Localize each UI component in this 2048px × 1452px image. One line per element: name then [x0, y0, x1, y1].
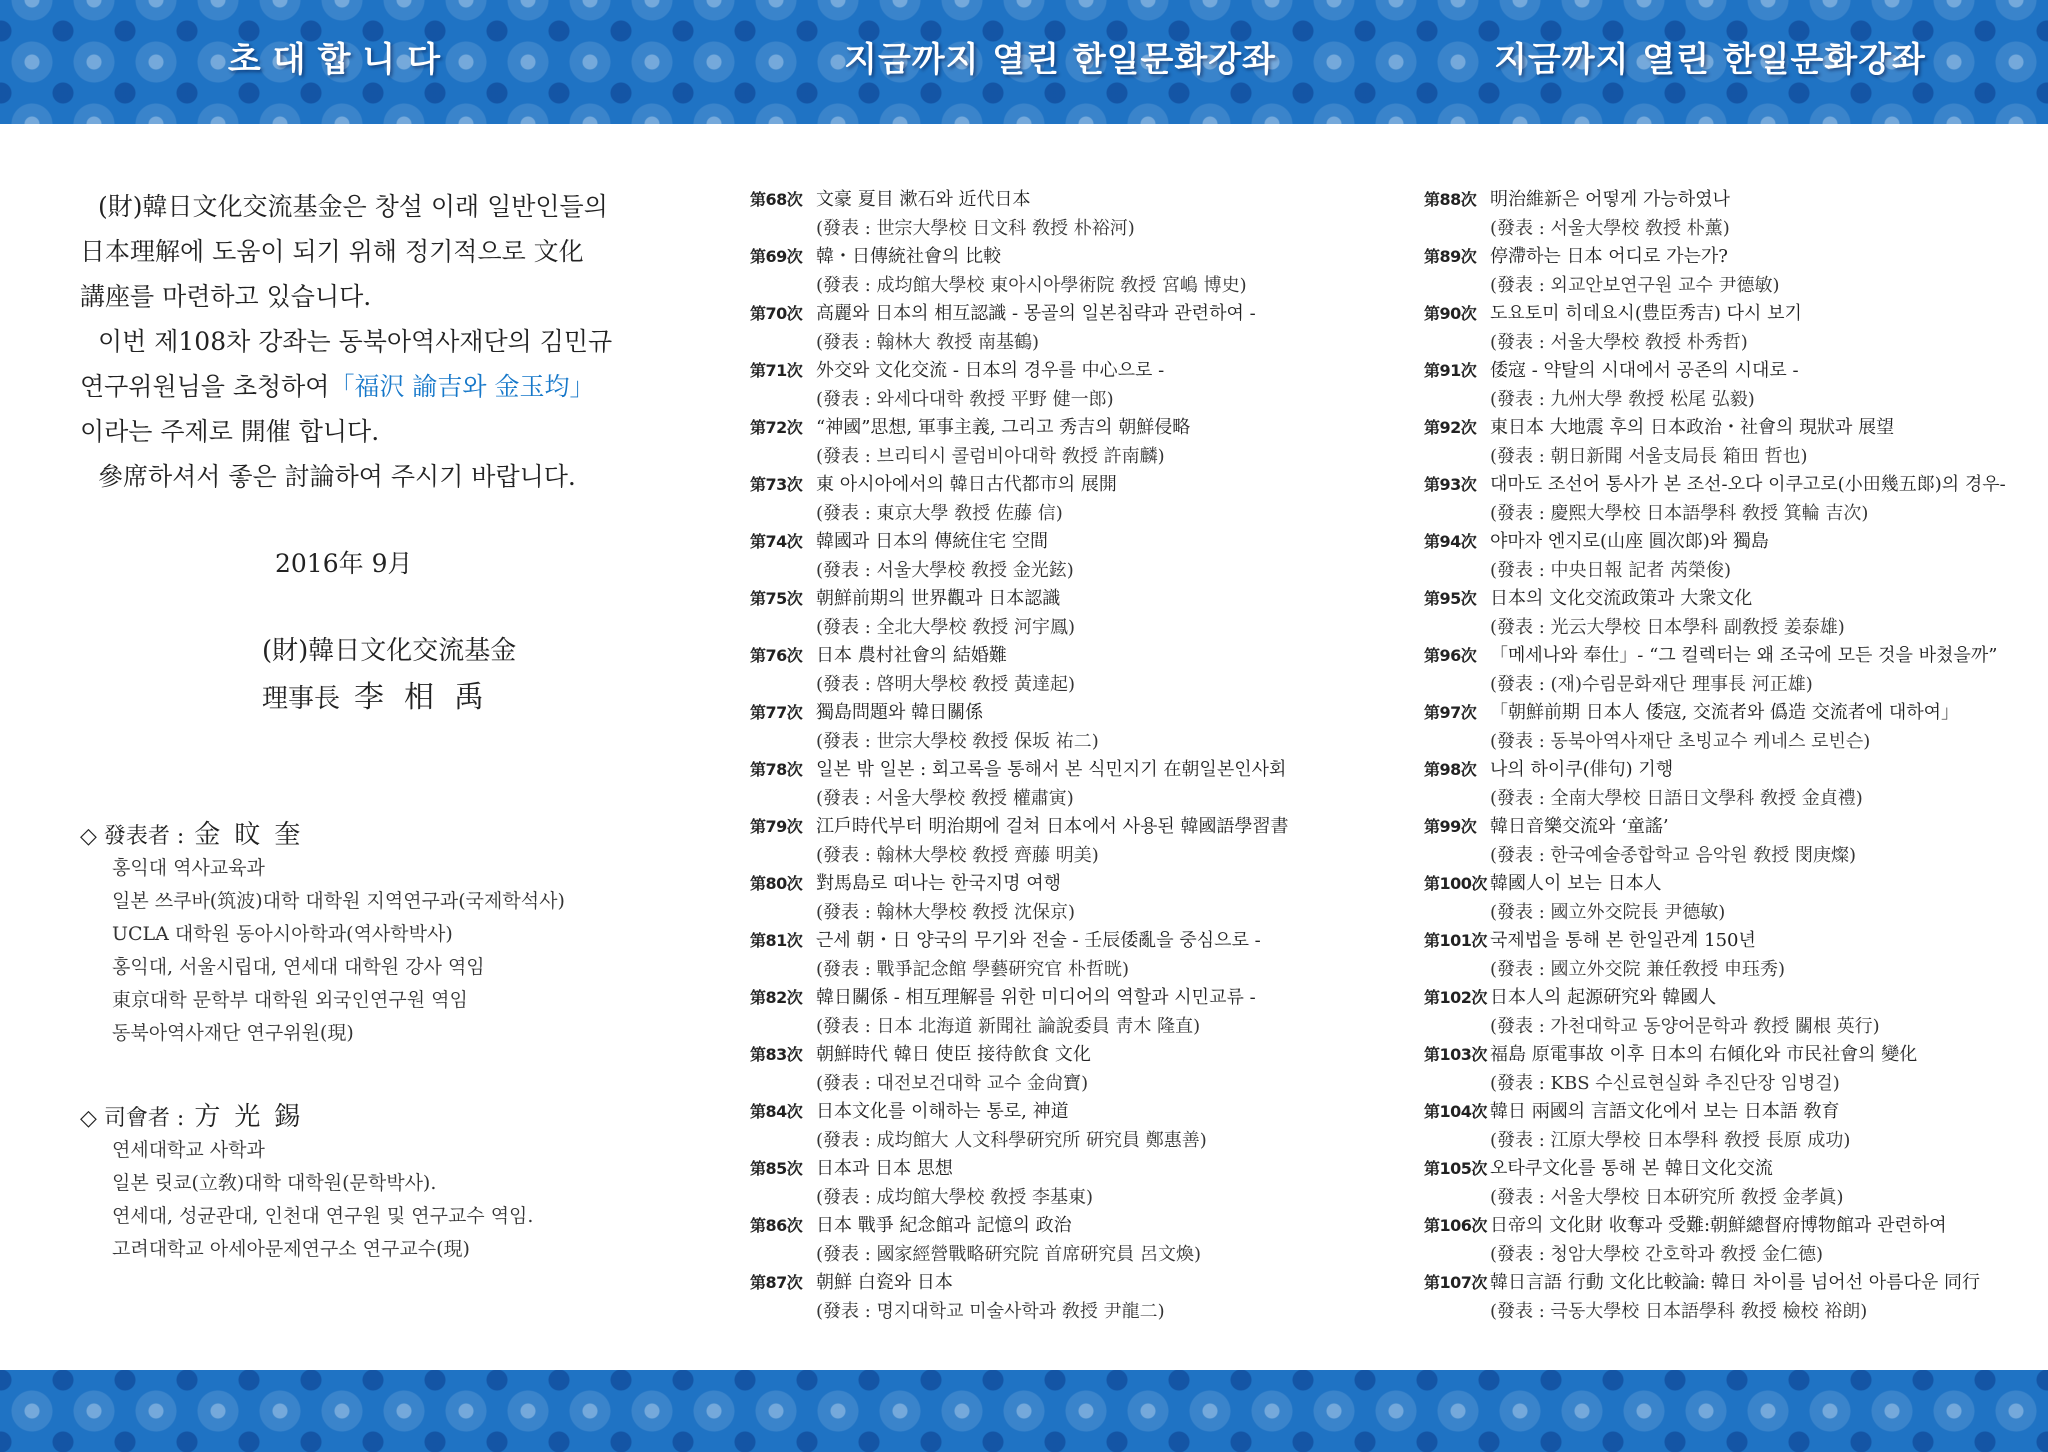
lecture-row [1424, 813, 2024, 842]
bio-line: 東京대학 문학부 대학원 외국인연구원 역임 [112, 989, 468, 1011]
lecture-number: 第98次 [1424, 760, 1477, 779]
lecture-title: 東日本 大地震 후의 日本政治・社會의 現狀과 展望 [1490, 417, 1895, 438]
invite-title: 초대합니다 [227, 40, 453, 80]
lecture-title: 日本 農村社會의 結婚難 [816, 645, 1007, 666]
lecture-presenter: (發表 : 國立外交院 兼任敎授 申珏秀) [1490, 958, 1785, 980]
lecture-number: 第83次 [750, 1045, 803, 1064]
presenter-bio [112, 852, 565, 1050]
lecture-list-title-2: 지금까지 열린 한일문화강좌 [1494, 40, 1926, 80]
lecture-entry [750, 243, 1360, 300]
bio-line: 동북아역사재단 연구위원(現) [112, 1022, 354, 1044]
lecture-presenter: (發表 : 서울大學校 敎授 權肅寅) [816, 787, 1074, 809]
bio-line: 일본 릿쿄(立敎)대학 대학원(문학박사). [112, 1172, 437, 1194]
lecture-entry [750, 1041, 1360, 1098]
lecture-title: 韓日音樂交流와 ‘童謠’ [1490, 816, 1669, 837]
lecture-presenter: (發表 : 全南大學校 日語日文學科 敎授 金貞禮) [1490, 787, 1863, 809]
moderator-name: 方光錫 [194, 1102, 315, 1132]
lecture-row [1424, 471, 2024, 500]
lecture-number: 第99次 [1424, 817, 1477, 836]
lecture-entry [750, 699, 1360, 756]
lecture-presenter: (發表 : 國立外交院長 尹德敏) [1490, 901, 1726, 923]
lecture-presenter: (發表 : 극동大學校 日本語學科 敎授 檢校 裕朗) [1490, 1300, 1868, 1322]
lecture-presenter: (發表 : 成均館大 人文科學硏究所 硏究員 鄭惠善) [816, 1129, 1207, 1151]
lecture-title: 朝鮮前期의 世界觀과 日本認識 [816, 588, 1061, 609]
lecture-presenter: (發表 : 서울大學校 敎授 朴薰) [1490, 217, 1730, 239]
lecture-entry [1424, 1155, 2024, 1212]
presenter-label: ◇ 發表者 : [80, 824, 185, 849]
chairman-name: 李相禹 [354, 680, 505, 715]
lecture-number: 第94次 [1424, 532, 1477, 551]
moderator-bio [112, 1134, 533, 1266]
lecture-entry [1424, 186, 2024, 243]
lecture-row [1424, 927, 2024, 956]
lecture-number: 第91次 [1424, 361, 1477, 380]
lecture-row [750, 642, 1360, 671]
lecture-row [1424, 699, 2024, 728]
lecture-number: 第92次 [1424, 418, 1477, 437]
lecture-row [1424, 1041, 2024, 1070]
lecture-number: 第97次 [1424, 703, 1477, 722]
bio-line: 일본 쓰쿠바(筑波)대학 대학원 지역연구과(국제학석사) [112, 890, 565, 912]
lecture-list-right [1424, 186, 2024, 1326]
lecture-row [750, 585, 1360, 614]
lecture-title: 도요토미 히데요시(豊臣秀吉) 다시 보기 [1490, 303, 1802, 324]
lecture-entry [1424, 414, 2024, 471]
lecture-number: 第81次 [750, 931, 803, 950]
lecture-title: 明治維新은 어떻게 가능하였나 [1490, 189, 1730, 210]
lecture-number: 第102次 [1424, 988, 1487, 1007]
lecture-number: 第90次 [1424, 304, 1477, 323]
lecture-row [1424, 585, 2024, 614]
presenter-name: 金旼奎 [194, 820, 315, 850]
lecture-title: 오타쿠文化를 통해 본 韓日文化交流 [1490, 1158, 1773, 1179]
intro-line: 이라는 주제로 開催 합니다. [80, 417, 380, 446]
lecture-presenter: (發表 : 翰林大學校 敎授 沈保京) [816, 901, 1075, 923]
lecture-presenter: (發表 : 서울大學校 敎授 朴秀哲) [1490, 331, 1748, 353]
lecture-entry [750, 870, 1360, 927]
intro-line [80, 364, 640, 409]
lecture-number: 第82次 [750, 988, 803, 1007]
lecture-title: 日帝의 文化財 收奪과 受難:朝鮮總督府博物館과 관련하여 [1490, 1215, 1947, 1236]
lecture-number: 第85次 [750, 1159, 803, 1178]
footer-band [0, 1370, 2048, 1452]
lecture-row [750, 1269, 1360, 1298]
lecture-row [1424, 756, 2024, 785]
lecture-entry [1424, 927, 2024, 984]
lecture-row [1424, 1212, 2024, 1241]
intro-line: 日本理解에 도움이 되기 위해 정기적으로 文化 [80, 237, 584, 266]
lecture-row [750, 300, 1360, 329]
lecture-presenter: (發表 : 慶熙大學校 日本語學科 敎授 箕輪 吉次) [1490, 502, 1869, 524]
chairman-line [262, 672, 504, 716]
lecture-title: “神國”思想, 軍事主義, 그리고 秀吉의 朝鮮侵略 [816, 417, 1191, 438]
lecture-title: 高麗와 日本의 相互認識 - 몽골의 일본침략과 관련하여 - [816, 303, 1256, 324]
lecture-title: 「메세나와 奉仕」- “그 컬렉터는 왜 조국에 모든 것을 바쳤을까” [1490, 645, 1998, 666]
lecture-number: 第69次 [750, 247, 803, 266]
lecture-title: 韓日 兩國의 言語文化에서 보는 日本語 敎育 [1490, 1101, 1840, 1122]
lecture-entry [750, 585, 1360, 642]
lecture-row [750, 414, 1360, 443]
lecture-number: 第87次 [750, 1273, 803, 1292]
lecture-number: 第71次 [750, 361, 803, 380]
lecture-row [750, 1155, 1360, 1184]
lecture-row [750, 471, 1360, 500]
lecture-title: 獨島問題와 韓日關係 [816, 702, 984, 723]
lecture-number: 第95次 [1424, 589, 1477, 608]
lecture-entry [1424, 642, 2024, 699]
lecture-entry [750, 1212, 1360, 1269]
lecture-number: 第101次 [1424, 931, 1487, 950]
lecture-row [750, 984, 1360, 1013]
lecture-title: 日本과 日本 思想 [816, 1158, 953, 1179]
lecture-number: 第77次 [750, 703, 803, 722]
lecture-number: 第80次 [750, 874, 803, 893]
lecture-row [1424, 243, 2024, 272]
lecture-row [750, 186, 1360, 215]
lecture-number: 第103次 [1424, 1045, 1487, 1064]
lecture-presenter: (發表 : 대전보건대학 교수 金尙寶) [816, 1072, 1089, 1094]
lecture-row [1424, 1269, 2024, 1298]
lecture-row [750, 243, 1360, 272]
lecture-entry [750, 1269, 1360, 1326]
lecture-entry [750, 813, 1360, 870]
lecture-row [1424, 357, 2024, 386]
invitation-text [80, 184, 640, 499]
lecture-number: 第74次 [750, 532, 803, 551]
lecture-presenter: (發表 : 全北大學校 敎授 河宇鳳) [816, 616, 1075, 638]
lecture-title: 文豪 夏目 漱石와 近代日本 [816, 189, 1031, 210]
lecture-presenter: (發表 : 동북아역사재단 초빙교수 케네스 로빈슨) [1490, 730, 1871, 752]
lecture-number: 第84次 [750, 1102, 803, 1121]
lecture-entry [1424, 585, 2024, 642]
intro-text: 연구위원님을 초청하여 [80, 372, 330, 401]
lecture-presenter: (發表 : 명지대학교 미술사학과 敎授 尹龍二) [816, 1300, 1165, 1322]
lecture-title: 韓・日傳統社會의 比較 [816, 246, 1002, 267]
lecture-entry [750, 927, 1360, 984]
lecture-presenter: (發表 : 世宗大學校 敎授 保坂 祐二) [816, 730, 1099, 752]
lecture-entry [1424, 528, 2024, 585]
lecture-title: 「朝鮮前期 日本人 倭寇, 交流者와 僞造 交流者에 대하여」 [1490, 702, 1959, 723]
lecture-entry [750, 186, 1360, 243]
lecture-row [1424, 1098, 2024, 1127]
lecture-entry [1424, 471, 2024, 528]
bio-line: 고려대학교 아세아문제연구소 연구교수(現) [112, 1238, 470, 1260]
lecture-number: 第105次 [1424, 1159, 1487, 1178]
lecture-title: 日本人의 起源硏究와 韓國人 [1490, 987, 1717, 1008]
lecture-number: 第100次 [1424, 874, 1487, 893]
lecture-row [750, 756, 1360, 785]
lecture-presenter: (發表 : 啓明大學校 敎授 黃達起) [816, 673, 1075, 695]
lecture-presenter: (發表 : 翰林大學校 敎授 齊藤 明美) [816, 844, 1099, 866]
lecture-entry [1424, 300, 2024, 357]
lecture-entry [1424, 1041, 2024, 1098]
lecture-entry [1424, 243, 2024, 300]
lecture-presenter: (發表 : 한국예술종합학교 음악원 敎授 閔庚燦) [1490, 844, 1856, 866]
lecture-number: 第106次 [1424, 1216, 1487, 1235]
lecture-entry [750, 471, 1360, 528]
lecture-title: 韓國과 日本의 傳統住宅 空間 [816, 531, 1048, 552]
lecture-row [750, 1098, 1360, 1127]
lecture-presenter: (發表 : 成均館大學校 敎授 李基東) [816, 1186, 1093, 1208]
chairman-title: 理事長 [262, 684, 341, 714]
lecture-presenter: (發表 : 成均館大學校 東아시아學術院 敎授 宮嶋 博史) [816, 274, 1247, 296]
intro-line: 講座를 마련하고 있습니다. [80, 282, 372, 311]
lecture-entry [1424, 1269, 2024, 1326]
invite-date: 2016年 9月 [275, 549, 413, 578]
lecture-number: 第73次 [750, 475, 803, 494]
lecture-row [750, 813, 1360, 842]
lecture-entry [1424, 756, 2024, 813]
lecture-entry [750, 528, 1360, 585]
lecture-presenter: (發表 : 서울大學校 日本硏究所 敎授 金孝眞) [1490, 1186, 1844, 1208]
lecture-row [750, 528, 1360, 557]
lecture-number: 第89次 [1424, 247, 1477, 266]
lecture-row [1424, 414, 2024, 443]
lecture-title: 韓日言語 行動 文化比較論: 韓日 차이를 넘어선 아름다운 同行 [1490, 1272, 1980, 1293]
lecture-title: 朝鮮時代 韓日 使臣 接待飮食 文化 [816, 1044, 1091, 1065]
lecture-entry [750, 756, 1360, 813]
lecture-entry [750, 642, 1360, 699]
lecture-row [750, 699, 1360, 728]
lecture-title: 일본 밖 일본 : 회고록을 통해서 본 식민지기 在朝일본인사회 [816, 759, 1287, 780]
lecture-entry [1424, 699, 2024, 756]
lecture-number: 第96次 [1424, 646, 1477, 665]
intro-line: (財)韓日文化交流基金은 창설 이래 일반인들의 [98, 192, 608, 221]
lecture-row [750, 927, 1360, 956]
lecture-row [750, 1212, 1360, 1241]
lecture-presenter: (發表 : 江原大學校 日本學科 敎授 長原 成功) [1490, 1129, 1851, 1151]
lecture-presenter: (發表 : 가천대학교 동양어문학과 敎授 關根 英行) [1490, 1015, 1880, 1037]
lecture-entry [1424, 1098, 2024, 1155]
lecture-title: 對馬島로 떠나는 한국지명 여행 [816, 873, 1062, 894]
lecture-number: 第88次 [1424, 190, 1477, 209]
lecture-number: 第76次 [750, 646, 803, 665]
lecture-presenter: (發表 : 中央日報 記者 芮榮俊) [1490, 559, 1731, 581]
lecture-entry [750, 984, 1360, 1041]
lecture-title: 東 아시아에서의 韓日古代都市의 展開 [816, 474, 1117, 495]
lecture-title: 日本 戰爭 紀念館과 記憶의 政治 [816, 1215, 1072, 1236]
lecture-number: 第107次 [1424, 1273, 1487, 1292]
lecture-entry [1424, 984, 2024, 1041]
lecture-title: 倭寇 - 약탈의 시대에서 공존의 시대로 - [1490, 360, 1799, 381]
bio-line: 홍익대, 서울시립대, 연세대 대학원 강사 역임 [112, 956, 485, 978]
lecture-row [1424, 528, 2024, 557]
lecture-number: 第86次 [750, 1216, 803, 1235]
organization-name: (財)韓日文化交流基金 [262, 636, 517, 666]
lecture-title: 야마자 엔지로(山座 圓次郞)와 獨島 [1490, 531, 1769, 552]
lecture-presenter: (發表 : 외교안보연구원 교수 尹德敏) [1490, 274, 1780, 296]
bio-line: 연세대학교 사학과 [112, 1139, 265, 1161]
lecture-number: 第78次 [750, 760, 803, 779]
lecture-presenter: (發表 : KBS 수신료현실화 추진단장 임병걸) [1490, 1072, 1840, 1094]
bio-line: 홍익대 역사교육과 [112, 857, 265, 879]
lecture-title: 대마도 조선어 통사가 본 조선-오다 이쿠고로(小田幾五郞)의 경우- [1490, 474, 2006, 495]
bio-line: 연세대, 성균관대, 인천대 연구원 및 연구교수 역임. [112, 1205, 534, 1227]
lecture-title: 국제법을 통해 본 한일관계 150년 [1490, 930, 1756, 951]
lecture-entry [1424, 1212, 2024, 1269]
lecture-presenter: (發表 : 九州大學 敎授 松尾 弘毅) [1490, 388, 1755, 410]
lecture-presenter: (發表 : 서울大學校 敎授 金光鉉) [816, 559, 1074, 581]
lecture-title: 江戶時代부터 明治期에 걸쳐 日本에서 사용된 韓國語學習書 [816, 816, 1289, 837]
lecture-title: 朝鮮 白瓷와 日本 [816, 1272, 953, 1293]
lecture-title: 나의 하이쿠(俳句) 기행 [1490, 759, 1674, 780]
lecture-presenter: (發表 : 朝日新聞 서울支局長 箱田 哲也) [1490, 445, 1808, 467]
lecture-presenter: (發表 : 世宗大學校 日文科 敎授 朴裕河) [816, 217, 1135, 239]
intro-line: 參席하셔서 좋은 討論하여 주시기 바랍니다. [98, 462, 576, 491]
lecture-entry [750, 357, 1360, 414]
lecture-title: 福島 原電事故 이후 日本의 右傾化와 市民社會의 變化 [1490, 1044, 1918, 1065]
lecture-number: 第104次 [1424, 1102, 1487, 1121]
lecture-row [1424, 300, 2024, 329]
lecture-presenter: (發表 : 東京大學 敎授 佐藤 信) [816, 502, 1063, 524]
moderator-heading [80, 1096, 314, 1133]
lecture-title: 日本의 文化交流政策과 大衆文化 [1490, 588, 1753, 609]
lecture-number: 第68次 [750, 190, 803, 209]
lecture-list-title-1: 지금까지 열린 한일문화강좌 [844, 40, 1276, 80]
lecture-entry [750, 1098, 1360, 1155]
lecture-topic: 「福沢 諭吉와 金玉均」 [329, 372, 595, 401]
lecture-title: 日本文化를 이해하는 통로, 神道 [816, 1101, 1069, 1122]
lecture-number: 第70次 [750, 304, 803, 323]
lecture-title: 韓日關係 - 相互理解를 위한 미디어의 역할과 시민교류 - [816, 987, 1256, 1008]
lecture-entry [1424, 870, 2024, 927]
lecture-presenter: (發表 : 청암大學校 간호학과 敎授 金仁德) [1490, 1243, 1824, 1265]
lecture-entry [750, 300, 1360, 357]
lecture-list-left [750, 186, 1360, 1326]
lecture-entry [750, 414, 1360, 471]
lecture-number: 第72次 [750, 418, 803, 437]
lecture-presenter: (發表 : (재)수림문화재단 理事長 河正雄) [1490, 673, 1813, 695]
lecture-presenter: (發表 : 브리티시 콜럼비아대학 敎授 許南麟) [816, 445, 1165, 467]
lecture-number: 第75次 [750, 589, 803, 608]
lecture-row [1424, 984, 2024, 1013]
lecture-row [750, 357, 1360, 386]
moderator-label: ◇ 司會者 : [80, 1106, 185, 1131]
lecture-presenter: (發表 : 光云大學校 日本學科 副敎授 姜泰雄) [1490, 616, 1845, 638]
lecture-row [750, 1041, 1360, 1070]
lecture-entry [750, 1155, 1360, 1212]
presenter-heading [80, 814, 314, 851]
lecture-presenter: (發表 : 와세다대학 敎授 平野 健一郎) [816, 388, 1114, 410]
lecture-presenter: (發表 : 日本 北海道 新聞社 論說委員 靑木 隆直) [816, 1015, 1201, 1037]
lecture-presenter: (發表 : 國家經營戰略硏究院 首席硏究員 呂文煥) [816, 1243, 1201, 1265]
lecture-number: 第79次 [750, 817, 803, 836]
lecture-row [1424, 642, 2024, 671]
lecture-entry [1424, 813, 2024, 870]
lecture-entry [1424, 357, 2024, 414]
lecture-row [1424, 1155, 2024, 1184]
lecture-title: 근세 朝・日 양국의 무기와 전술 - 壬辰倭亂을 중심으로 - [816, 930, 1261, 951]
lecture-title: 停滯하는 日本 어디로 가는가? [1490, 246, 1728, 267]
lecture-number: 第93次 [1424, 475, 1477, 494]
lecture-row [1424, 870, 2024, 899]
intro-line: 이번 제108차 강좌는 동북아역사재단의 김민규 [98, 327, 613, 356]
bio-line: UCLA 대학원 동아시아학과(역사학박사) [112, 923, 453, 945]
lecture-presenter: (發表 : 戰爭記念館 學藝硏究官 朴哲晄) [816, 958, 1129, 980]
lecture-title: 外交와 文化交流 - 日本의 경우를 中心으로 - [816, 360, 1165, 381]
lecture-row [750, 870, 1360, 899]
lecture-presenter: (發表 : 翰林大 敎授 南基鶴) [816, 331, 1039, 353]
lecture-row [1424, 186, 2024, 215]
lecture-title: 韓國人이 보는 日本人 [1490, 873, 1662, 894]
